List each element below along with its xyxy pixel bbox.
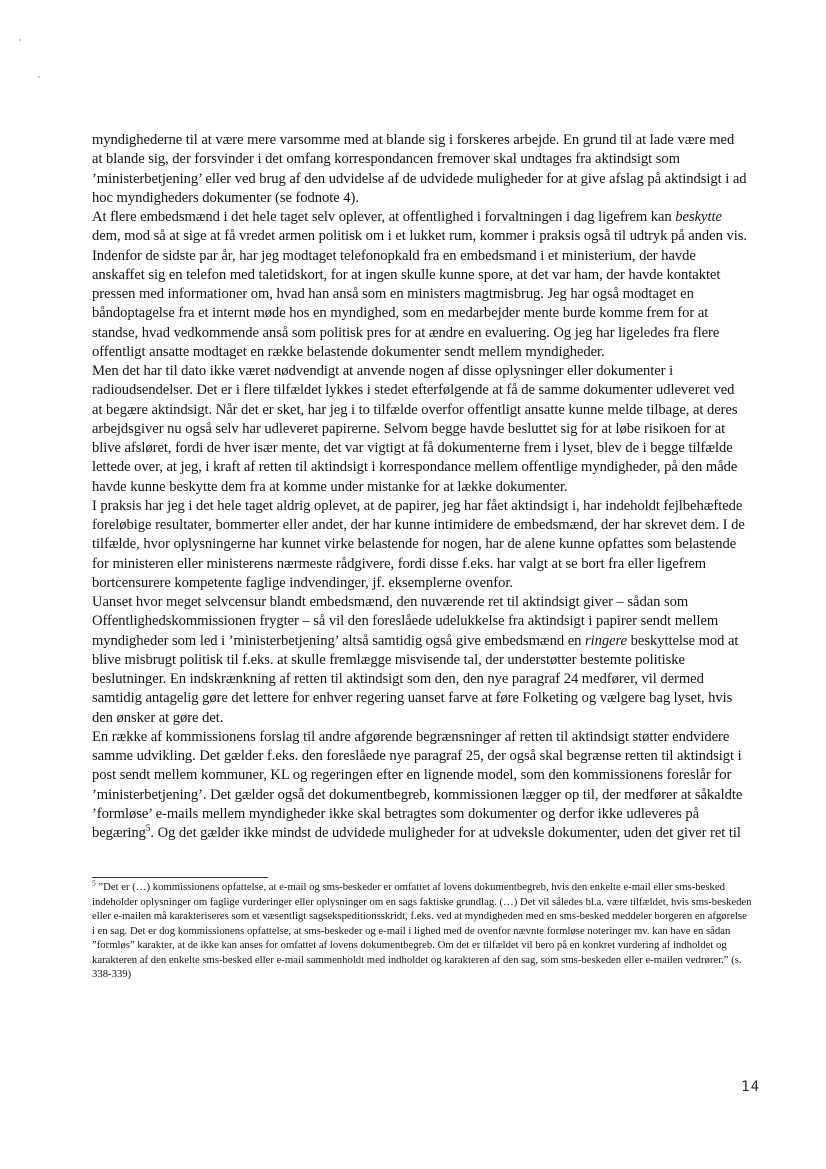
scan-speck	[19, 39, 21, 41]
emphasis-beskytte: beskytte	[675, 209, 722, 225]
paragraph-1: myndighederne til at være mere varsomme med at blande sig i forskeres arbejde. En grund til at lade være med at blande sig, der forsvinder i det omfang korrespondancen fremover skal undtages fra aktindsigt som ’ministerbetjening’ eller ved brug af den udvidelse af de udvidede muligheder for at give afslag på aktindsigt i ad hoc myndigheders dokumenter (se fodnote 4).	[92, 132, 747, 206]
footnote-separator	[92, 877, 268, 878]
paragraph-5: Uanset hvor meget selvcensur blandt embedsmænd, den nuværende ret til aktindsigt giver – sådan som Offentlighedskommissionen frygter – så vil den foreslåede udelukkelse fra aktindsigt i papirer sendt mellem myndigheder som led i ’ministerbetjening’ altså samtidig også give embedsmænd en ringere beskyttelse mod at blive misbrugt politisk til f.eks. at skulle fremlægge misvisende tal, der understøtter bestemte politiske beslutninger. En indskrænkning af retten til aktindsigt som den, den nye paragraf 24 medfører, vil dermed samtidig antagelig gøre det lettere for enhver regering uanset farve at føre Folketing og vælgere bag lyset, hvis den ønsker at gøre det.	[92, 594, 739, 726]
paragraph-2: At flere embedsmænd i det hele taget selv oplever, at offentlighed i forvaltningen i dag ligefrem kan beskytte dem, mod så at sige at få vredet armen politisk om i et lukket rum, kommer i praksis også til udtryk på anden vis. Indenfor de sidste par år, har jeg modtaget telefonopkald fra en embedsmand i et ministerium, der havde anskaffet sig en telefon med taletidskort, for at ingen skulle kunne spore, at det var ham, der havde kontaktet pressen med informationer om, hvad han anså som en ministers magtmisbrug. Jeg har også modtaget en båndoptagelse fra et internt møde hos en myndighed, som en medarbejder mente burde komme frem for at standse, hvad vedkommende anså som politisk pres for at ændre en evaluering. Og jeg har ligeledes fra flere offentligt ansatte modtaget en række belastende dokumenter sendt mellem myndigheder.	[92, 209, 747, 360]
body-text	[92, 131, 747, 843]
footnote-marker: 5	[92, 878, 96, 888]
paragraph-4: I praksis har jeg i det hele taget aldrig oplevet, at de papirer, jeg har fået aktindsigt i, har indeholdt fejlbehæftede foreløbige resultater, bommerter eller andet, der har kunne intimidere de embedsmænd, der har skrevet dem. I de tilfælde, hvor oplysningerne har kunnet virke belastende for nogen, har de alene kunne opfattes som belastende for ministeren eller ministerens nærmeste rådgivere, fordi disse f.eks. har valgt at se bort fra eller ligefrem bortcensurere kompetente faglige indvendinger, jf. eksemplerne ovenfor.	[92, 497, 745, 591]
footnote-text: ”Det er (…) kommissionens opfattelse, at e-mail og sms-beskeder er omfattet af lovens dokumentbegreb, hvis den enkelte e-mail eller sms-besked indeholder oplysninger om faglige vurderinger eller oplysninger om en sags faktiske grundlag. (…) Det vil således bl.a. være tilfældet, hvis sms-beskeden eller e-mailen må karakteriseres som et væsentligt sagsekspeditionsskridt, f.eks. ved at myndigheden med en sms-besked meddeler borgeren en afgørelse i en sag. Det er dog kommissionens opfattelse, at sms-beskeder og e-mail i lighed med de ovenfor nævnte formløse noteringer mv. kan have en sådan ”formløs” karakter, at de ikke kan anses for omfattet af lovens dokumentbegreb. Om det er tilfældet vil bero på en konkret vurdering af indholdet og karakteren af den enkelte sms-besked eller e-mail sammenholdt med indholdet og karakteren af den sag, som sms-beskeden eller e-mailen vedrører.” (s. 338-339)	[92, 881, 752, 980]
page-number: 14	[741, 1079, 760, 1095]
footnote	[92, 880, 752, 982]
paragraph-6: En række af kommissionens forslag til andre afgørende begrænsninger af retten til aktindsigt støtter endvidere samme udvikling. Det gælder f.eks. den foreslåede nye paragraf 25, der også skal begrænse retten til aktindsigt i post sendt mellem kommuner, KL og regeringen efter en lignende model, som den kommissionens foreslår for ’ministerbetjening’. Det gælder også det dokumentbegreb, kommissionen lægger op til, der medfører at såkaldte ’formløse’ e-mails mellem myndigheder ikke skal betragtes som dokumenter og derfor ikke udleveres på begæring$^5$. Og det gælder ikke mindst de udvidede muligheder for at udveksle dokumenter, uden det giver ret til	[92, 728, 743, 841]
paragraph-3: Men det har til dato ikke været nødvendigt at anvende nogen af disse oplysninger eller dokumenter i radioudsendelser. Det er i flere tilfældet lykkes i stedet efterfølgende at få de samme dokumenter udleveret ved at begære aktindsigt. Når det er sket, har jeg i to tilfælde overfor offentligt ansatte kunne melde tilbage, at deres arbejdsgiver nu også selv har udleveret papirerne. Selvom begge havde besluttet sig for at løbe risikoen for at blive afsløret, fordi de hver især mente, det var vigtigt at få dokumenterne frem i lyset, blev de i begge tilfælde lettede over, at jeg, i kraft af retten til aktindsigt i korrespondance mellem offentlige myndigheder, på den måde havde kunne beskytte dem fra at komme under mistanke for at lække dokumenter.	[92, 363, 738, 495]
footnote-reference[interactable]: 5	[145, 823, 151, 834]
emphasis-ringere: ringere	[585, 632, 628, 649]
scan-speck	[38, 76, 40, 78]
